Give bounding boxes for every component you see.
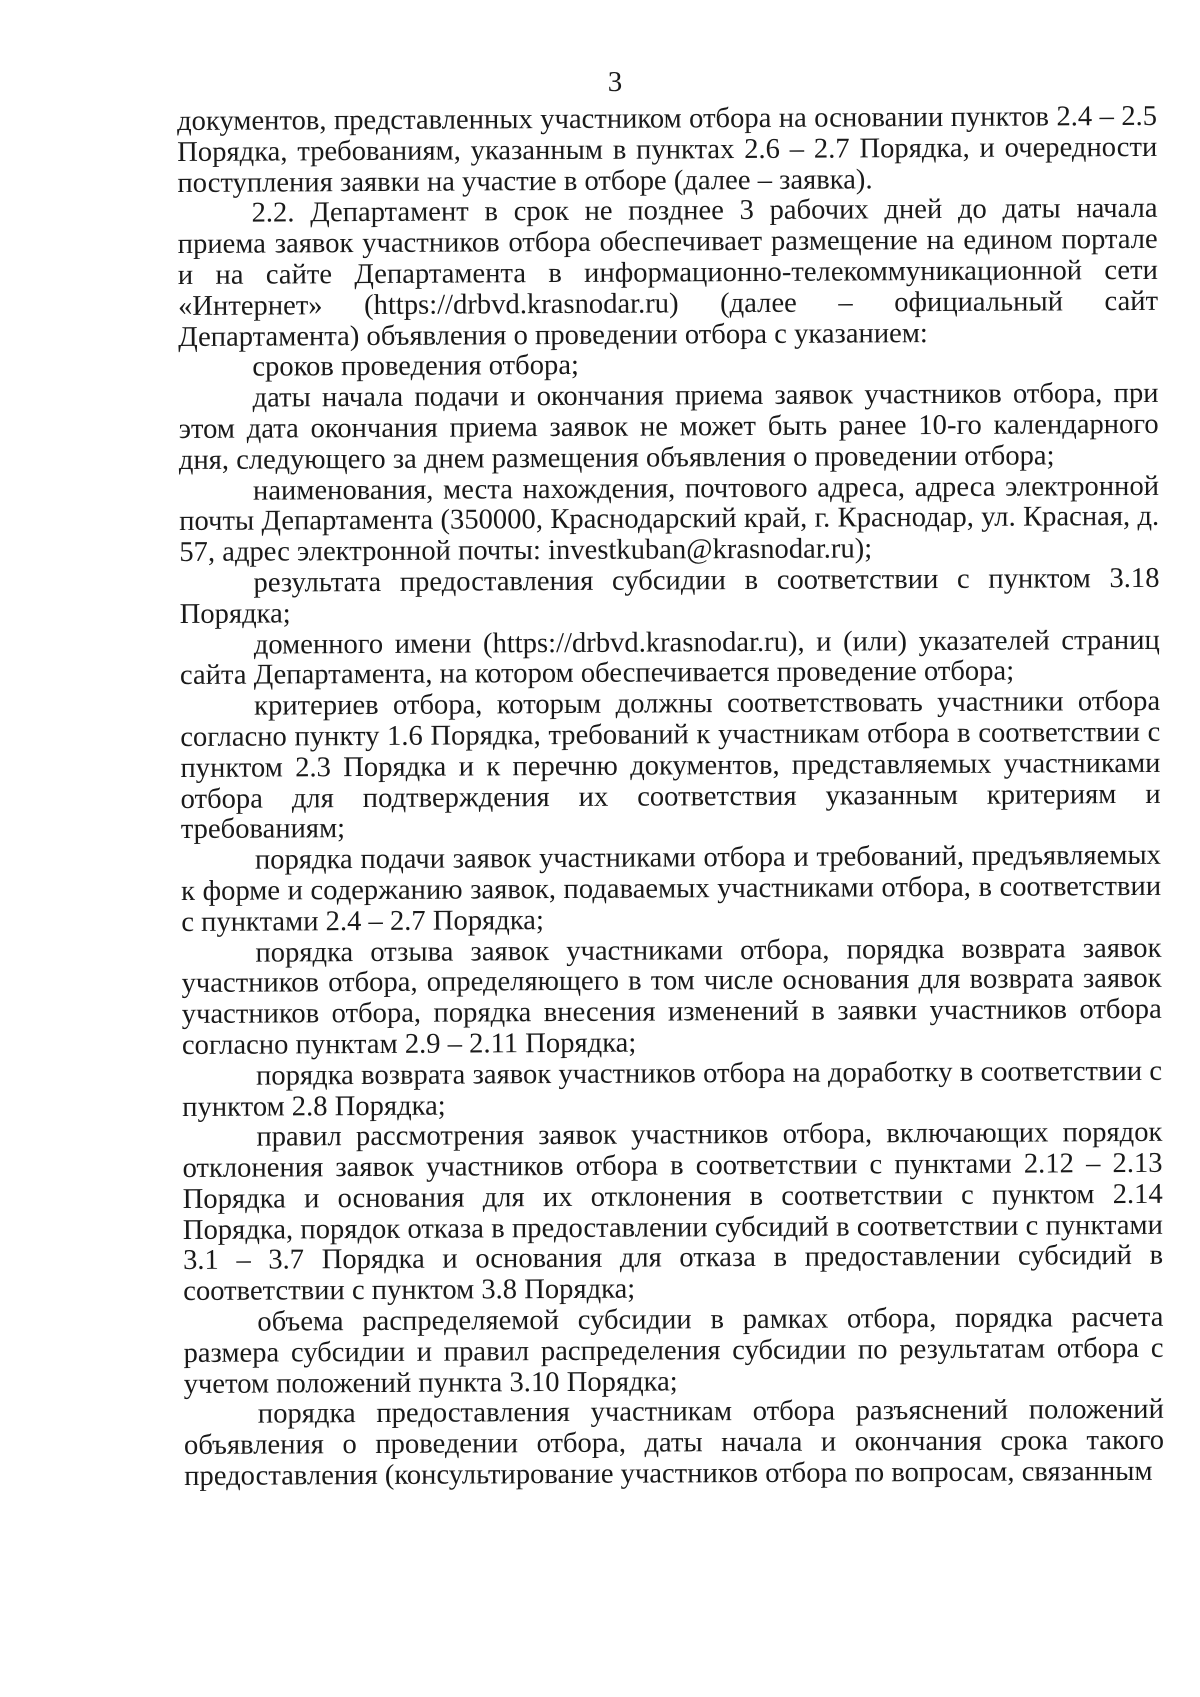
paragraph: результата предоставления субсидии в соответствии с пунктом 3.18 Порядка; bbox=[179, 562, 1160, 630]
paragraph: порядка возврата заявок участников отбора на доработку в соответствии с пунктом 2.8 Порядка; bbox=[182, 1055, 1163, 1123]
paragraph: правил рассмотрения заявок участников отбора, включающих порядок отклонения заявок участников отбора в соответствии с пунктами 2.12 – 2.13 Порядка и основания для их отклонения в соответствии с пунктом 2.14 Порядка, порядок отказа в предоставлении субсидий в соответствии с пунктами 3.1 – 3.7 Порядка и основания для отказа в предоставлении субсидий в соответствии с пунктом 3.8 Порядка; bbox=[182, 1117, 1164, 1308]
paragraph: сроков проведения отбора; bbox=[252, 350, 580, 383]
page-number: 3 bbox=[607, 66, 623, 98]
paragraph: документов, представленных участником отбора на основании пунктов 2.4 – 2.5 Порядка, требованиям, указанным в пунктах 2.6 – 2.7 Порядка, и очередности поступления заявки на участие в отборе (далее – заявка). bbox=[176, 100, 1158, 199]
paragraph: порядка отзыва заявок участниками отбора, порядка возврата заявок участников отбора, определяющего в том числе основания для возврата заявок участников отбора, порядка внесения изменений в заявки участников отбора согласно пунктам 2.9 – 2.11 Порядка; bbox=[181, 932, 1162, 1061]
document-body bbox=[177, 102, 1164, 1493]
paragraph: объема распределяемой субсидии в рамках отбора, порядка расчета размера субсидии и правил распределения субсидии по результатам отбора с учетом положений пункта 3.10 Порядка; bbox=[183, 1301, 1164, 1400]
paragraph: наименования, места нахождения, почтового адреса, адреса электронной почты Департамента (350000, Краснодарский край, г. Краснодар, ул. Красная, д. 57, адрес электронной почты: investkuban@krasnodar.ru); bbox=[179, 470, 1160, 569]
paragraph: даты начала подачи и окончания приема заявок участников отбора, при этом дата окончания приема заявок не может быть ранее 10-го календарного дня, следующего за днем размещения объявления о проведении отбора; bbox=[178, 378, 1159, 476]
paragraph: критериев отбора, которым должны соответствовать участники отбора согласно пункту 1.6 Порядка, требований к участникам отбора в соответствии с пунктом 2.3 Порядка и к перечню документов, представляемых участниками отбора для подтверждения их соответствия указанным критериям и требованиям; bbox=[180, 686, 1161, 846]
paragraph: доменного имени (https://drbvd.krasnodar.ru), и (или) указателей страниц сайта Департамента, на котором обеспечивается проведение отбора; bbox=[179, 624, 1160, 692]
paragraph: порядка предоставления участникам отбора разъяснений положений объявления о проведении отбора, даты начала и окончания срока такого предоставления (консультирование участников отбора по вопросам, связанным bbox=[183, 1394, 1165, 1493]
paragraph: порядка подачи заявок участниками отбора и требований, предъявляемых к форме и содержанию заявок, подаваемых участниками отбора, в соответствии с пунктами 2.4 – 2.7 Порядка; bbox=[181, 839, 1162, 938]
paragraph: 2.2. Департамент в срок не позднее 3 рабочих дней до даты начала приема заявок участников отбора обеспечивает размещение на едином портале и на сайте Департамента в информационно-телекоммуникационной сети «Интернет» (https://drbvd.krasnodar.ru) (далее – официальный сайт Департамента) объявления о проведении отбора с указанием: bbox=[177, 193, 1159, 353]
